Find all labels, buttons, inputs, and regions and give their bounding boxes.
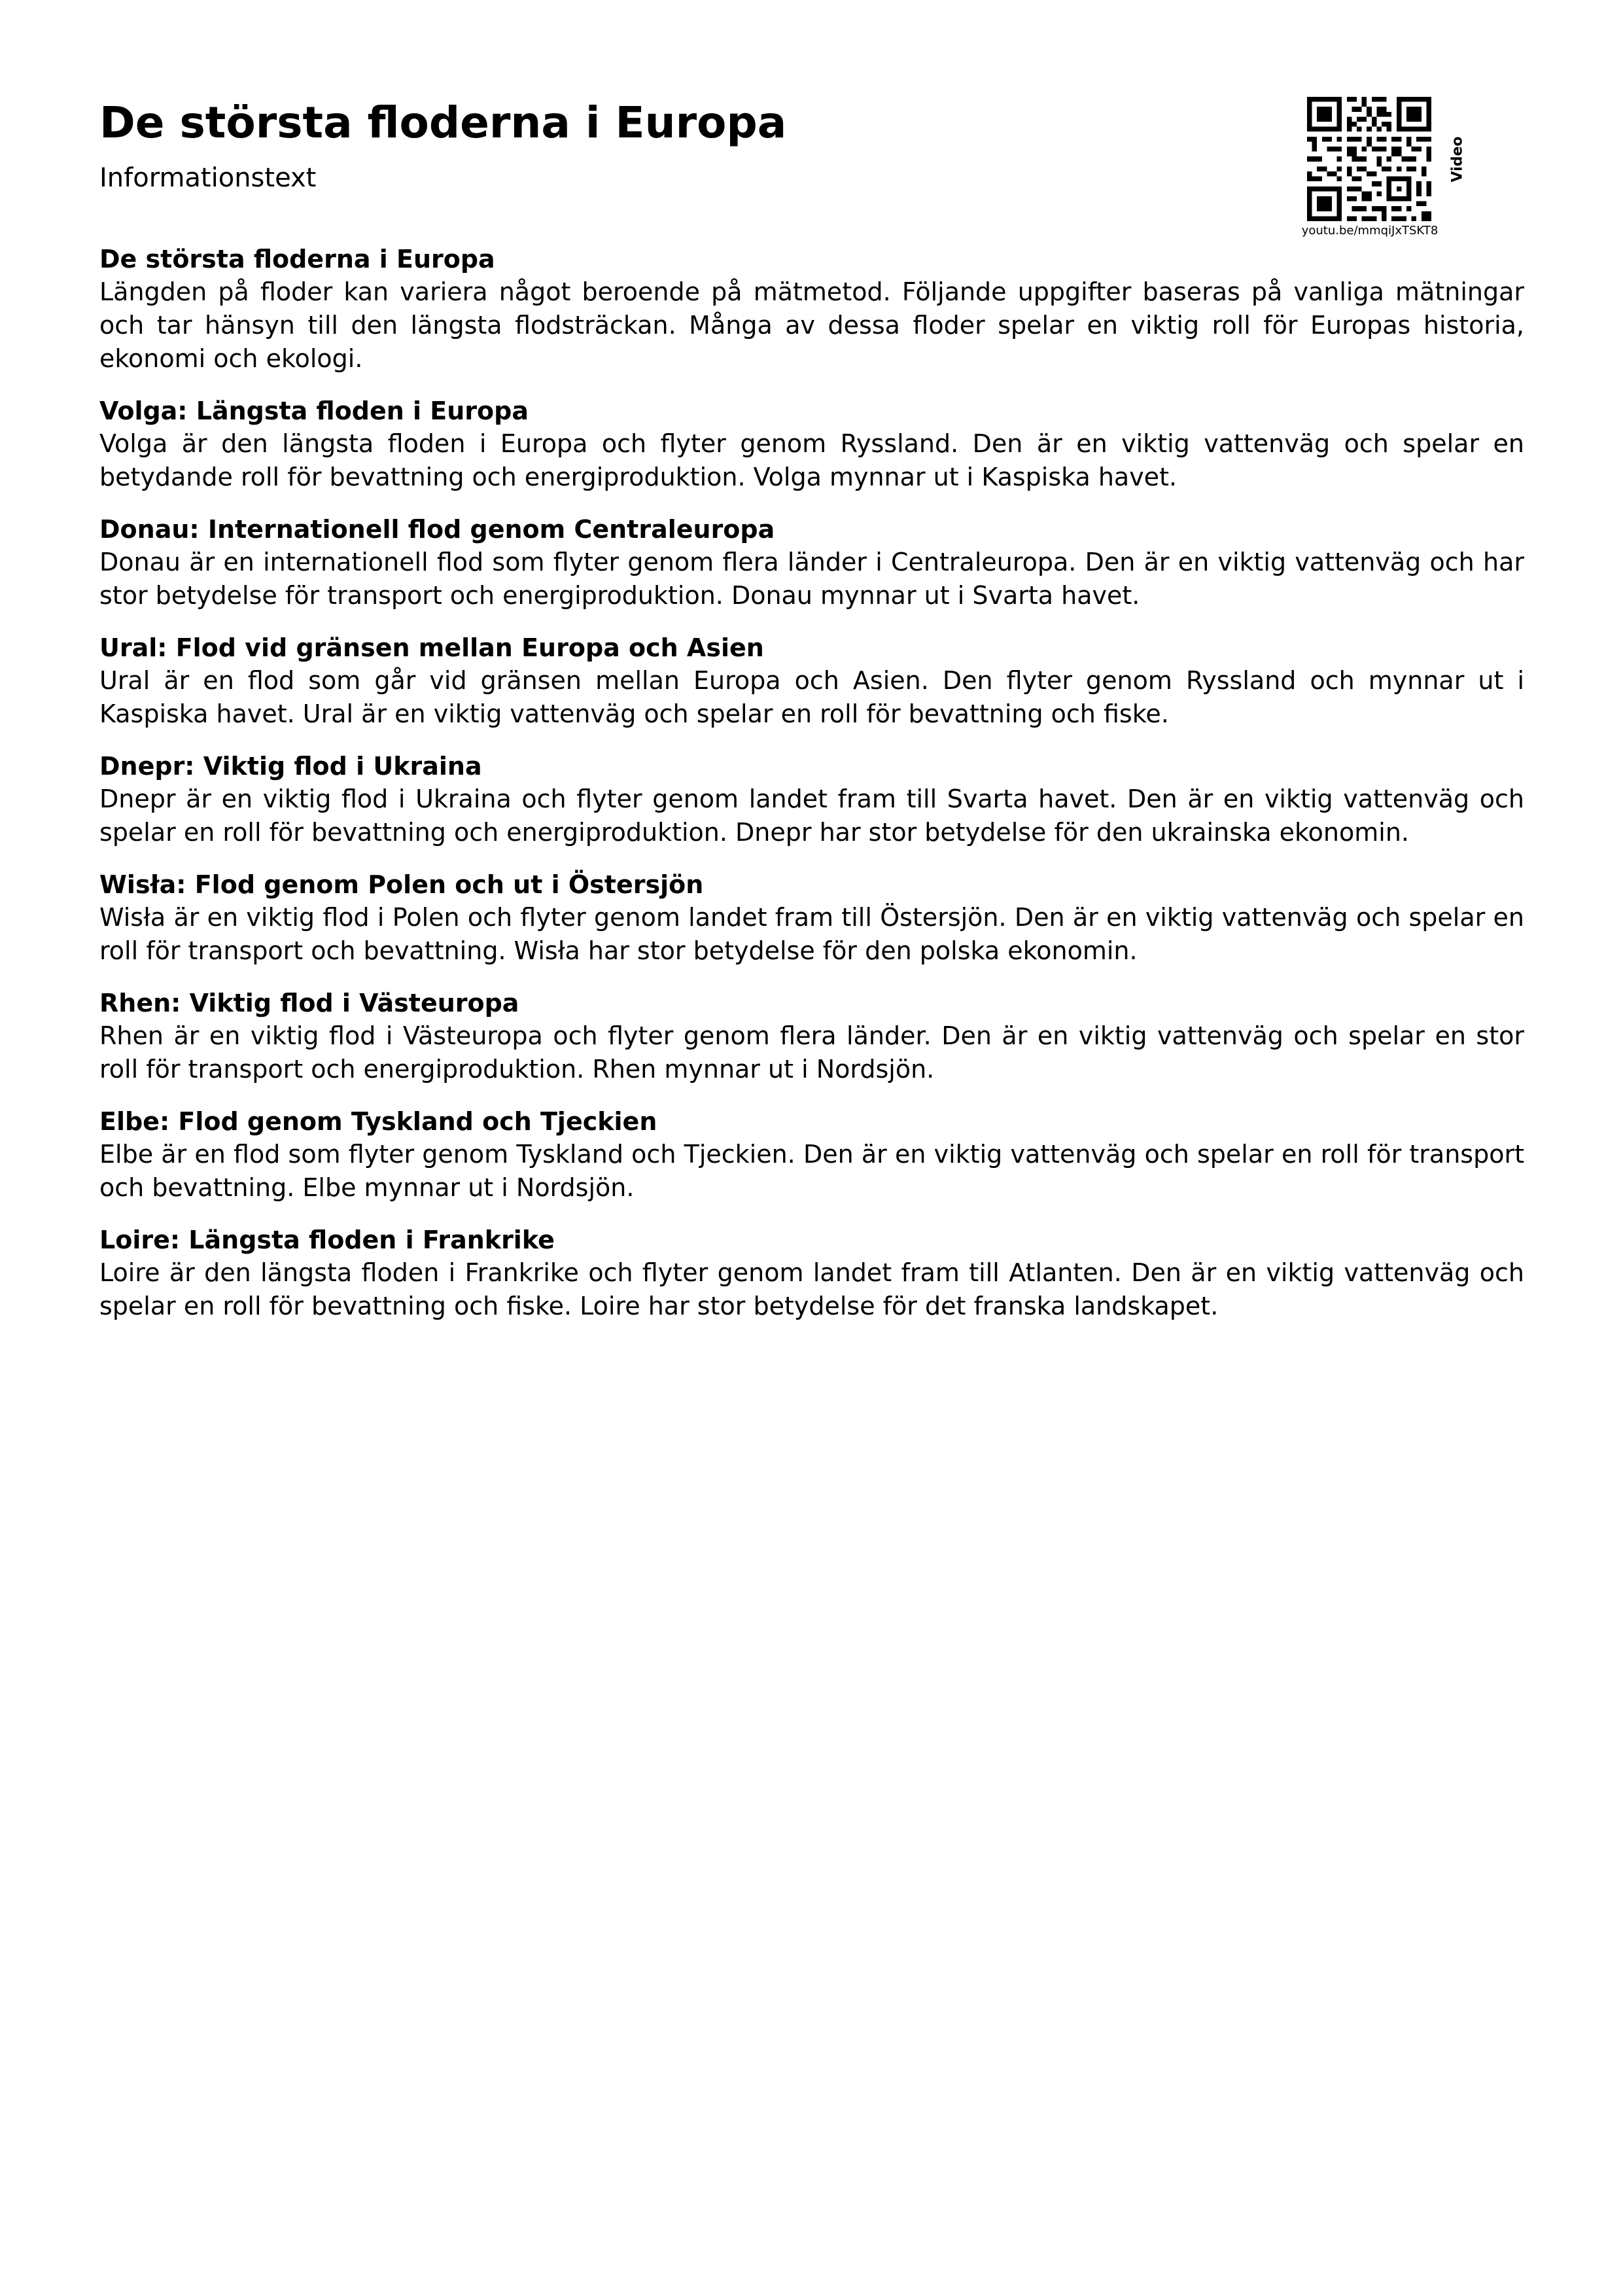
section-heading: De största floderna i Europa xyxy=(99,245,495,274)
page-subtitle: Informationstext xyxy=(99,163,317,193)
video-qr-block[interactable] xyxy=(1287,97,1484,246)
section-body: Ural är en flod som går vid gränsen mellan Europa och Asien. Den flyter genom Ryssland och mynnar ut i Kaspiska havet. Ural är en viktig vattenväg och spelar en roll för bevattning och fiske. xyxy=(99,666,1524,728)
section-body: Dnepr är en viktig flod i Ukraina och flyter genom landet fram till Svarta havet. Den är en viktig vattenväg och spelar en roll för bevattning och energiproduktion. Dnepr har stor betydelse för den ukrainska ekonomin. xyxy=(99,785,1524,847)
section-donau xyxy=(99,514,1524,612)
section-body: Wisła är en viktig flod i Polen och flyter genom landet fram till Östersjön. Den är en viktig vattenväg och spelar en roll för transport och bevattning. Wisła har stor betydelse för den polska ekonomin. xyxy=(99,903,1524,965)
section-loire xyxy=(99,1224,1524,1323)
section-rhen xyxy=(99,987,1524,1086)
section-heading: Volga: Längsta floden i Europa xyxy=(99,397,529,425)
section-volga xyxy=(99,395,1524,494)
section-intro xyxy=(99,243,1524,376)
section-heading: Rhen: Viktig flod i Västeuropa xyxy=(99,989,519,1017)
video-link[interactable]: youtu.be/mmqiJxTSKT8 xyxy=(1301,224,1439,238)
section-heading: Dnepr: Viktig flod i Ukraina xyxy=(99,752,482,781)
article-content xyxy=(99,243,1524,1343)
section-body: Loire är den längsta floden i Frankrike och flyter genom landet fram till Atlanten. Den är en viktig vattenväg och spelar en roll för bevattning och fiske. Loire har stor betydelse för det franska landskapet. xyxy=(99,1258,1524,1320)
section-body: Donau är en internationell flod som flyter genom flera länder i Centraleuropa. Den är en viktig vattenväg och har stor betydelse för transport och energiproduktion. Donau mynnar ut i Svarta havet. xyxy=(99,548,1524,610)
page-title: De största floderna i Europa xyxy=(99,97,787,148)
section-body: Volga är den längsta floden i Europa och flyter genom Ryssland. Den är en viktig vattenväg och spelar en betydande roll för bevattning och energiproduktion. Volga mynnar ut i Kaspiska havet. xyxy=(99,429,1524,491)
section-heading: Ural: Flod vid gränsen mellan Europa och Asien xyxy=(99,633,764,662)
section-elbe xyxy=(99,1106,1524,1205)
section-body: Rhen är en viktig flod i Västeuropa och flyter genom flera länder. Den är en viktig vattenväg och spelar en stor roll för transport och energiproduktion. Rhen mynnar ut i Nordsjön. xyxy=(99,1021,1524,1084)
section-heading: Elbe: Flod genom Tyskland och Tjeckien xyxy=(99,1107,657,1136)
section-heading: Wisła: Flod genom Polen och ut i Östersjön xyxy=(99,870,704,899)
section-wisla xyxy=(99,869,1524,968)
section-heading: Donau: Internationell flod genom Centraleuropa xyxy=(99,515,775,544)
video-label-text: Video xyxy=(1449,136,1466,182)
section-heading: Loire: Längsta floden i Frankrike xyxy=(99,1226,555,1254)
section-body: Längden på floder kan variera något beroende på mätmetod. Följande uppgifter baseras på vanliga mätningar och tar hänsyn till den längsta flodsträckan. Många av dessa floder spelar en viktig roll för Europas historia, ekonomi och ekologi. xyxy=(99,277,1524,373)
section-ural xyxy=(99,632,1524,731)
qr-code-icon[interactable] xyxy=(1307,97,1431,221)
section-dnepr xyxy=(99,751,1524,849)
section-body: Elbe är en flod som flyter genom Tyskland och Tjeckien. Den är en viktig vattenväg och spelar en roll för transport och bevattning. Elbe mynnar ut i Nordsjön. xyxy=(99,1140,1524,1202)
video-label xyxy=(1444,97,1471,221)
